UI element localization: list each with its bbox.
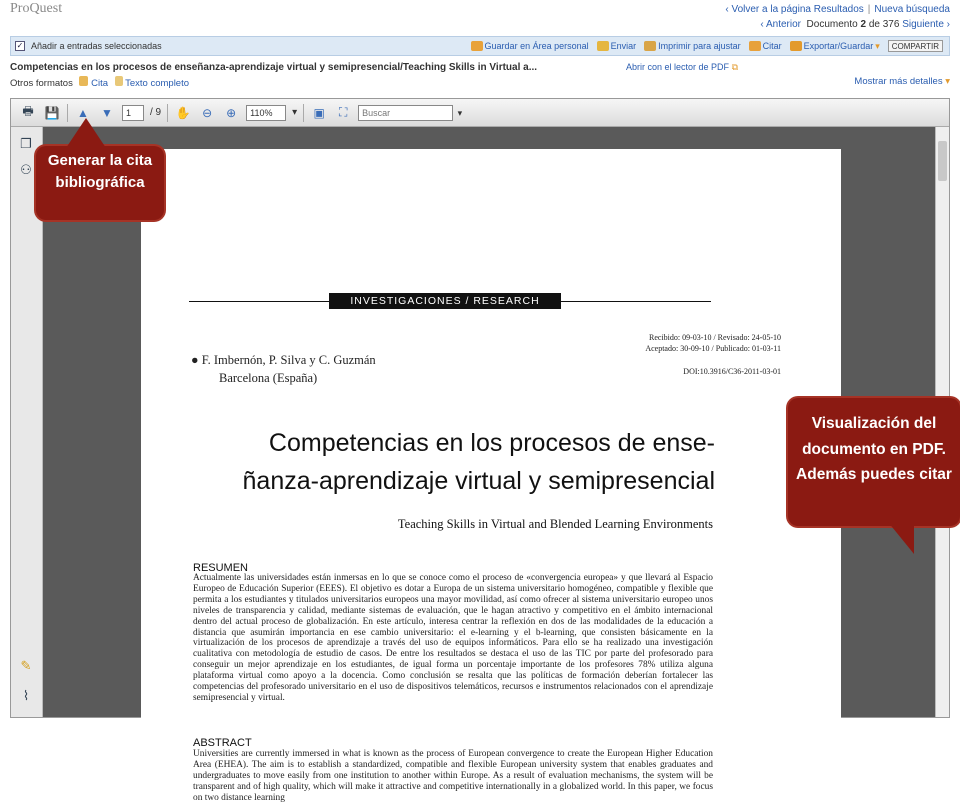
share-button[interactable]: COMPARTIR xyxy=(888,40,943,52)
cita-label: Cita xyxy=(91,78,109,89)
selection-bar xyxy=(10,36,950,56)
hand-tool-icon[interactable]: ✋ xyxy=(175,105,191,120)
result-navigation: ‹ Volver a la página Resultados | Nueva búsqueda ‹ Anterior Documento 2 de 376 Siguiente › xyxy=(725,4,950,30)
external-window-icon: ⧉ xyxy=(731,62,738,72)
pages-icon[interactable]: ❐ xyxy=(20,136,32,151)
back-to-results-link[interactable]: ‹ Volver a la página Resultados xyxy=(725,4,864,15)
document-icon xyxy=(115,76,123,86)
scrollbar-thumb[interactable] xyxy=(938,141,947,181)
export-icon xyxy=(790,41,802,51)
new-search-link[interactable]: Nueva búsqueda xyxy=(874,4,950,15)
title-line-1: Competencias en los procesos de ense- xyxy=(268,429,715,457)
fullscreen-icon[interactable]: ⛶ xyxy=(338,105,348,119)
print-button[interactable] xyxy=(644,41,741,51)
next-label: Siguiente xyxy=(902,19,944,30)
toolbar-divider xyxy=(167,104,168,122)
generate-citation-callout: Generar la cita bibliográfica xyxy=(36,146,164,220)
cite-label: Citar xyxy=(762,41,782,51)
zoom-out-icon[interactable]: ⊖ xyxy=(202,105,213,120)
attachment-icon[interactable]: ⌇ xyxy=(22,688,30,703)
page-up-icon[interactable]: ▲ xyxy=(77,105,89,120)
save-icon[interactable]: 💾 xyxy=(44,105,60,120)
page-number-input[interactable]: 1 xyxy=(122,105,144,121)
add-selected-checkbox[interactable]: ✓ xyxy=(16,41,24,50)
toolbar-divider xyxy=(303,104,304,122)
author-names: F. Imbernón, P. Silva y C. Guzmán xyxy=(201,353,376,367)
proquest-logo[interactable]: ProQuest xyxy=(10,1,63,16)
page-down-icon[interactable]: ▼ xyxy=(101,105,113,120)
comment-icon[interactable]: ✎ xyxy=(20,658,32,673)
article-title xyxy=(225,424,715,500)
back-label: Volver a la página Resultados xyxy=(731,4,864,15)
more-details-label: Mostrar más detalles xyxy=(854,76,943,87)
full-text-link[interactable] xyxy=(115,78,189,89)
abstract-heading: ABSTRACT xyxy=(193,737,252,749)
export-label: Exportar/Guardar xyxy=(803,41,874,51)
title-line-2: ñanza-aprendizaje virtual y semipresencial xyxy=(242,467,715,495)
print-label: Imprimir para ajustar xyxy=(658,41,741,51)
section-header: INVESTIGACIONES / RESEARCH xyxy=(329,293,561,309)
folder-icon xyxy=(79,76,88,86)
authors: ● F. Imbernón, P. Silva y C. Guzmán Barcelona (España) xyxy=(191,353,376,385)
open-pdf-reader-link[interactable] xyxy=(626,62,738,73)
other-formats xyxy=(10,76,189,89)
document-title[interactable]: Competencias en los procesos de enseñanza-aprendizaje virtual y semipresencial/Teaching Skills in Virtual a... xyxy=(10,62,538,73)
article-subtitle: Teaching Skills in Virtual and Blended Learning Environments xyxy=(397,517,713,531)
cite-icon xyxy=(749,41,761,51)
next-link[interactable]: Siguiente › xyxy=(902,19,950,30)
doi: DOI:10.3916/C36-2011-03-01 xyxy=(683,367,781,376)
cite-button[interactable] xyxy=(749,41,782,51)
pdf-view-callout: Visualización del documento en PDF. Además puedes citar xyxy=(788,398,960,526)
printer-icon xyxy=(644,41,656,51)
author-location: Barcelona (España) xyxy=(219,371,318,385)
action-toolbar xyxy=(471,40,943,52)
accepted-dates: Aceptado: 30-09-10 / Publicado: 01-03-11 xyxy=(645,344,781,353)
received-dates: Recibido: 09-03-10 / Revisado: 24-05-10 xyxy=(649,333,781,342)
document-count: de 376 xyxy=(868,19,900,30)
chevron-down-icon: ▾ xyxy=(945,76,950,87)
previous-link[interactable]: ‹ Anterior xyxy=(760,19,801,30)
pdf-page xyxy=(141,149,841,803)
binoculars-icon[interactable]: ⚇ xyxy=(20,162,32,177)
cita-format-link[interactable] xyxy=(79,78,108,89)
publication-dates xyxy=(645,332,781,354)
print-icon[interactable]: 🖶 xyxy=(22,104,34,118)
zoom-select[interactable]: 110% xyxy=(246,105,286,121)
pdf-toolbar xyxy=(11,99,949,127)
folder-icon xyxy=(471,41,483,51)
document-number: 2 xyxy=(860,19,867,30)
export-button[interactable] xyxy=(790,41,880,52)
page-total: / 9 xyxy=(150,107,162,118)
resumen-text: Actualmente las universidades están inmersas en lo que se conoce como el proceso de «convergencia europea» y que llevará al Espacio Europeo de Educación Superior (EEES). El objetivo es dotar a Europa de un sistema universitario homogéneo, compatible y flexible que permita a los estudiantes y titulados universitarios europeos una mayor movilidad, así como ofrecer al sistema universitario europeo unos niveles de transparencia y calidad, mediante sistemas de evaluación, que le hagan atractivo y competitivo en el ámbito internacional dentro del actual proceso de globalización. En este artículo, interesa centrar la reflexión en dos de las modalidades de la educación a distancia que asumirán importancia en ese cambio universitario: el e-learning y el b-learning, que consisten básicamente en la virtualización de los procesos de aprendizaje a través del uso de equipos informáticos. Para ello se ha realizado una investigación cualitativa con metodología de estudio de casos. De entre los resultados se destaca el uso de las TIC por parte del profesorado para conseguir un mejor aprendizaje en los estudiantes, de igual forma un porcentaje importante de los profesores 78% utiliza alguna plataforma virtual como apoyo a la docencia. Como conclusión se resalta que las políticas de formación deberían fortalecer las competencias del profesorado universitario en el uso de dispositivos telemáticos, recursos e instrumentos relacionados con el aprendizaje semipresencial y virtual. xyxy=(193,573,713,703)
show-more-details-link[interactable] xyxy=(854,76,950,87)
abstract-text: Universities are currently immersed in what is known as the process of European convergence to create the European Higher Education Area (EHEA). The aim is to establish a standardized, compatible and flexible European university system that enables graduates and undergraduates to move easily from one institution to another within Europe. As a result of evaluation mechanisms, the system will be transparent and of high quality, which will make it attractive and competitive internationally in a globalized world. In this paper, we focus on two distance learning xyxy=(193,749,713,803)
other-formats-label: Otros formatos xyxy=(10,78,73,89)
send-button[interactable] xyxy=(597,41,637,51)
chevron-down-icon: ▾ xyxy=(292,107,298,118)
open-pdf-label: Abrir con el lector de PDF xyxy=(626,62,730,72)
send-label: Enviar xyxy=(610,41,637,51)
save-area-button[interactable] xyxy=(471,41,589,51)
add-selected-label: Añadir a entradas seleccionadas xyxy=(31,41,162,51)
previous-label: Anterior xyxy=(765,19,801,30)
fit-page-icon[interactable]: ▣ xyxy=(313,105,325,120)
full-text-label: Texto completo xyxy=(125,78,190,89)
save-area-label: Guardar en Área personal xyxy=(484,41,589,51)
resumen-heading: RESUMEN xyxy=(193,562,249,574)
zoom-in-icon[interactable]: ⊕ xyxy=(226,105,237,120)
chevron-down-icon: ▾ xyxy=(875,40,880,51)
document-word: Documento xyxy=(806,19,858,30)
search-input[interactable]: Buscar ▾ xyxy=(358,105,453,121)
envelope-icon xyxy=(597,41,609,51)
